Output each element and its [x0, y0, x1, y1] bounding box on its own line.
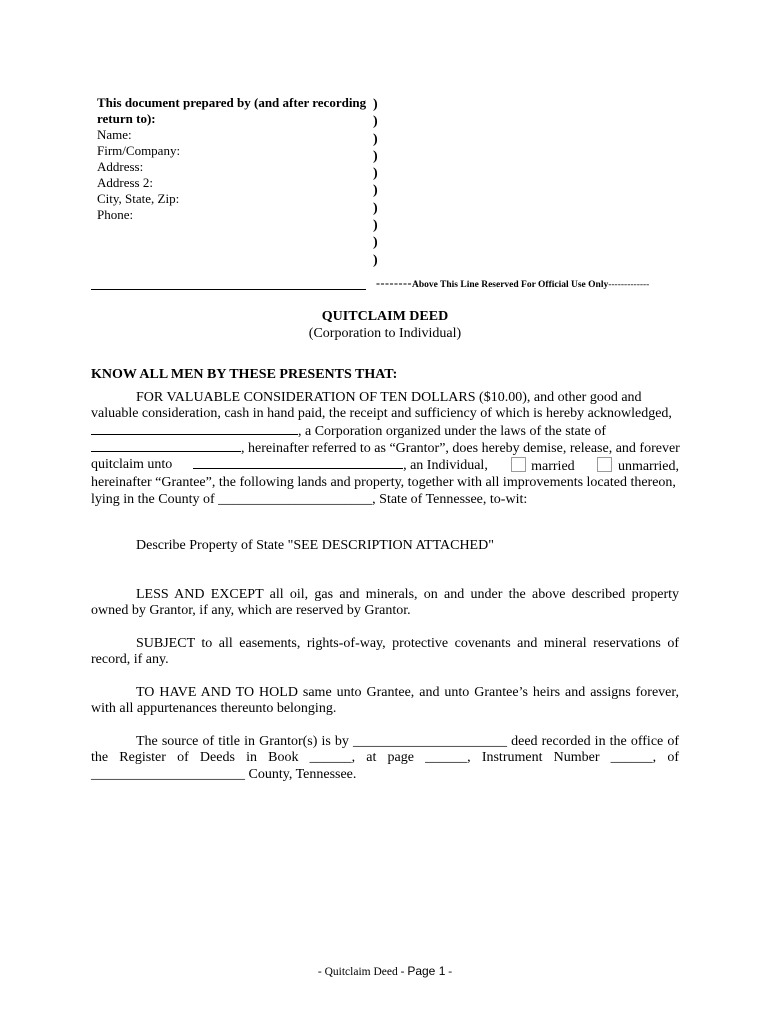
- footer-end: -: [445, 966, 453, 978]
- paren: ): [373, 235, 378, 251]
- grantor-name-blank[interactable]: [91, 423, 298, 435]
- prepared-by-block: [97, 95, 372, 223]
- paragraph-line: [91, 457, 679, 475]
- reserved-trailing-dashes: -------------: [608, 280, 650, 290]
- unmarried-label: unmarried,: [617, 459, 679, 475]
- prepared-by-header: This document prepared by (and after recording return to):: [97, 95, 367, 126]
- state-blank[interactable]: [91, 440, 241, 452]
- address-label: Address:: [97, 159, 144, 174]
- subject-to-paragraph: SUBJECT to all easements, rights-of-way, protective covenants and mineral reservations of record, if any.: [91, 636, 679, 668]
- footer-page-number: Page 1: [407, 964, 446, 978]
- city-state-zip-label: City, State, Zip:: [97, 191, 180, 206]
- consideration-line-1: FOR VALUABLE CONSIDERATION OF TEN DOLLARS ($10.00), and other good and: [136, 390, 642, 405]
- paren: ): [373, 148, 378, 164]
- paragraph-line: [91, 440, 679, 457]
- document-title: QUITCLAIM DEED: [321, 309, 449, 324]
- consideration-line-3: , a Corporation organized under the laws of the state of: [298, 423, 607, 439]
- reserved-leading-dashes: --------: [376, 276, 412, 290]
- paragraph-line: [91, 492, 679, 508]
- paren: ): [373, 97, 378, 112]
- paragraph-line: [91, 406, 679, 422]
- official-use-notice: [376, 276, 649, 291]
- county-label: lying in the County of: [91, 491, 215, 507]
- paren: ): [373, 252, 378, 268]
- an-individual-text: , an Individual,: [403, 458, 488, 474]
- address2-label: Address 2:: [97, 175, 153, 190]
- paren: ): [373, 166, 378, 182]
- consideration-line-2: valuable consideration, cash in hand paid, the receipt and sufficiency of which is hereby acknowledged,: [91, 406, 672, 422]
- consideration-line-6: hereinafter “Grantee”, the following lands and property, together with all improvements located thereon,: [91, 475, 676, 491]
- unmarried-checkbox[interactable]: [597, 457, 612, 472]
- married-checkbox[interactable]: [511, 457, 526, 472]
- less-and-except-paragraph: LESS AND EXCEPT all oil, gas and minerals, on and under the above described property owned by Grantor, if any, which are reserved by Grantor.: [91, 587, 679, 619]
- paragraph-line: [91, 390, 679, 406]
- paren: ): [373, 218, 378, 234]
- property-description: Describe Property of State "SEE DESCRIPTION ATTACHED": [136, 538, 494, 553]
- quitclaim-unto-text: quitclaim unto: [91, 457, 173, 473]
- reserved-text: Above This Line Reserved For Official Use Only: [411, 280, 609, 290]
- county-blank[interactable]: ______________________: [218, 491, 373, 507]
- consideration-paragraph: [91, 390, 679, 508]
- paren-column: [373, 96, 378, 269]
- document-subtitle: (Corporation to Individual): [308, 326, 462, 341]
- married-label: married: [531, 459, 575, 475]
- state-of-tennessee-text: , State of Tennessee, to-wit:: [372, 491, 528, 507]
- footer-doc-name: - Quitclaim Deed -: [317, 966, 408, 978]
- recording-divider-line: [91, 289, 366, 290]
- paren: ): [373, 183, 378, 199]
- know-all-men-heading: KNOW ALL MEN BY THESE PRESENTS THAT:: [91, 367, 398, 382]
- consideration-line-4: , hereinafter referred to as “Grantor”, does hereby demise, release, and forever: [241, 440, 680, 456]
- page-footer: [0, 964, 770, 978]
- grantee-name-blank[interactable]: [193, 457, 403, 469]
- paragraph-line: [91, 423, 679, 440]
- paren: ): [373, 200, 378, 216]
- phone-label: Phone:: [97, 207, 134, 222]
- paragraph-line: [91, 475, 679, 491]
- habendum-paragraph: TO HAVE AND TO HOLD same unto Grantee, and unto Grantee’s heirs and assigns forever, with all appurtenances thereunto belonging.: [91, 685, 679, 717]
- paren: ): [373, 114, 378, 130]
- firm-company-label: Firm/Company:: [97, 143, 181, 158]
- name-label: Name:: [97, 127, 132, 142]
- source-of-title-paragraph: The source of title in Grantor(s) is by ______________________ deed recorded in the office of the Register of Deeds in Book ______, at page ______, Instrument Number ______, of ______________________ County, Tennessee.: [91, 734, 679, 782]
- paren: ): [373, 131, 378, 147]
